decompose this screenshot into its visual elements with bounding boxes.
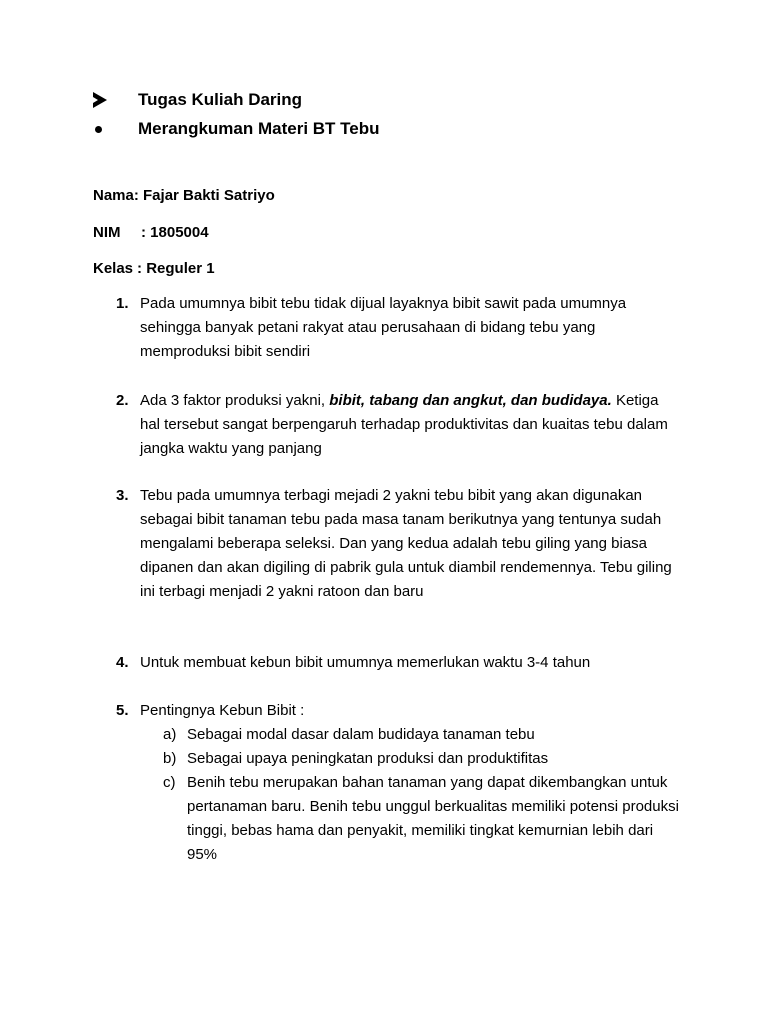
sub-item-c [163,771,683,867]
sub-item-letter: b) [163,750,177,767]
sub-item-b [163,747,683,771]
item-text-before: Ada 3 faktor produksi yakni, [140,392,330,409]
item-number: 2. [116,392,129,409]
nim-label: NIM [93,224,121,241]
arrow-bullet-icon [93,88,133,116]
item-text: Pentingnya Kebun Bibit : [140,702,305,719]
item-text-emphasis: bibit, tabang dan angkut, dan budidaya. [329,392,612,409]
kelas-line [93,258,215,280]
sub-item-text: Sebagai upaya peningkatan produksi dan produktifitas [187,750,549,767]
sub-item-letter: c) [163,774,176,791]
item-text-after: Ketiga hal tersebut sangat berpengaruh terhadap produktivitas dan kuaitas tebu dalam jangka waktu yang panjang [140,392,668,457]
item-text: Untuk membuat kebun bibit umumnya memerlukan waktu 3-4 tahun [140,654,591,671]
item-text: Tebu pada umumnya terbagi mejadi 2 yakni tebu bibit yang akan digunakan sebagai bibit tanaman tebu pada masa tanam berikutnya yang tentunya sudah mengalami beberapa seleksi. Dan yang kedua adalah tebu giling yang biasa dipanen dan akan digiling di pabrik gula untuk diambil rendemennya. Tebu giling ini terbagi menjadi 2 yakni ratoon dan baru [140,487,672,600]
nama-label: Nama [93,187,134,204]
item-text [140,389,676,461]
heading-text: Merangkuman Materi BT Tebu [138,119,380,138]
kelas-label: Kelas [93,260,134,277]
sub-item-a [163,723,683,747]
sub-item-text: Benih tebu merupakan bahan tanaman yang dapat dikembangkan untuk pertanaman baru. Benih tebu unggul berkualitas memiliki potensi produksi tinggi, bebas hama dan penyakit, memiliki tingkat kemurnian lebih dari 95% [187,774,679,863]
item-number: 1. [116,295,129,312]
item-number: 5. [116,702,129,719]
nama-line [93,185,275,207]
nama-value: : Fajar Bakti Satriyo [133,187,275,204]
round-bullet-icon [93,117,133,141]
list-item-2 [116,389,676,461]
nim-value: : 1805004 [141,224,209,241]
sub-item-letter: a) [163,726,177,743]
list-item-3 [116,484,676,604]
list-item-4 [116,651,676,675]
sub-item-text: Sebagai modal dasar dalam budidaya tanaman tebu [187,726,535,743]
kelas-value: : Reguler 1 [137,260,215,277]
list-item-5 [116,699,676,723]
item-text: Pada umumnya bibit tebu tidak dijual layaknya bibit sawit pada umumnya sehingga banyak petani rakyat atau perusahaan di bidang tebu yang memproduksi bibit sendiri [140,295,627,360]
item-number: 4. [116,654,129,671]
list-item-1 [116,292,676,364]
item-number: 3. [116,487,129,504]
nim-line [93,222,209,244]
heading-text: Tugas Kuliah Daring [138,90,303,109]
